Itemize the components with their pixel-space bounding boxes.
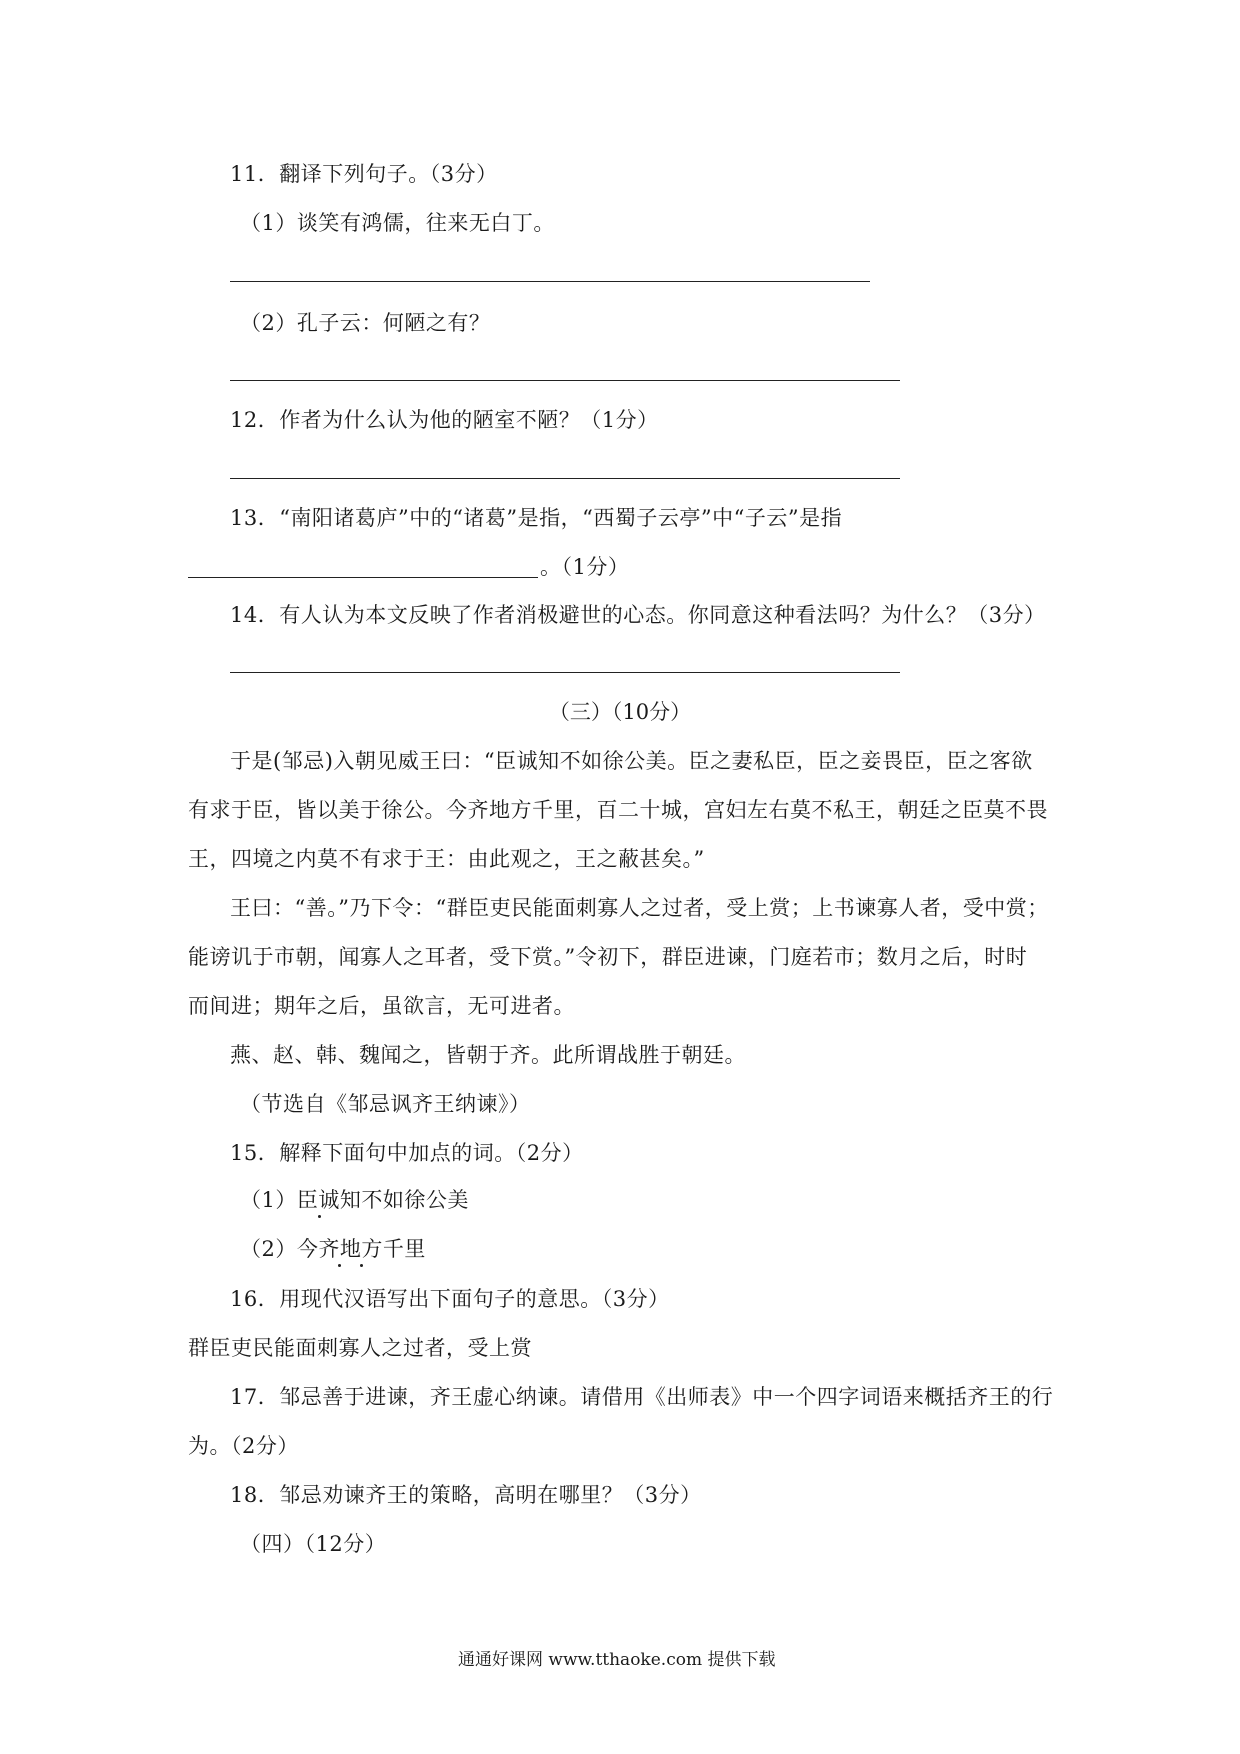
answer-line[interactable] <box>230 281 870 282</box>
q12-stem: 12．作者为什么认为他的陋室不陋？（1分） <box>230 408 659 432</box>
section3-heading: （三）（10分） <box>548 700 692 724</box>
emphasis-dot <box>360 1264 363 1267</box>
q15-sub2: （2）今齐地方千里 <box>240 1237 426 1261</box>
passage-line: 有求于臣，皆以美于徐公。今齐地方千里，百二十城，宫妇左右莫不私王，朝廷之臣莫不畏 <box>188 798 1048 822</box>
emphasis-dot <box>318 1215 321 1218</box>
q13-tail: 。（1分） <box>540 555 630 579</box>
emphasis-dot <box>338 1264 341 1267</box>
q13-stem: 13．“南阳诸葛庐”中的“诸葛”是指，“西蜀子云亭”中“子云”是指 <box>230 506 843 530</box>
answer-line[interactable] <box>188 577 538 578</box>
passage-line: 于是(邹忌)入朝见威王曰：“臣诚知不如徐公美。臣之妻私臣，臣之妾畏臣，臣之客欲 <box>230 749 1033 773</box>
footer-text: 通通好课网 www.tthaoke.com 提供下载 <box>458 1650 776 1670</box>
q14-stem: 14．有人认为本文反映了作者消极避世的心态。你同意这种看法吗？为什么？（3分） <box>230 603 1046 627</box>
answer-line[interactable] <box>230 380 900 381</box>
passage-line: 能谤讥于市朝，闻寡人之耳者，受下赏。”令初下，群臣进谏，门庭若市；数月之后，时时 <box>188 945 1028 969</box>
q17-stem-cont: 为。（2分） <box>188 1434 299 1458</box>
answer-line[interactable] <box>230 672 900 673</box>
q11-sub1: （1）谈笑有鸿儒，往来无白丁。 <box>240 211 555 235</box>
passage-source: （节选自《邹忌讽齐王纳谏》） <box>240 1092 531 1116</box>
q15-sub1: （1）臣诚知不如徐公美 <box>240 1188 469 1212</box>
answer-line[interactable] <box>230 478 900 479</box>
q17-stem: 17．邹忌善于进谏，齐王虚心纳谏。请借用《出师表》中一个四字词语来概括齐王的行 <box>230 1385 1054 1409</box>
q18-stem: 18．邹忌劝谏齐王的策略，高明在哪里？（3分） <box>230 1483 702 1507</box>
passage-line: 而间进；期年之后，虽欲言，无可进者。 <box>188 994 575 1018</box>
passage-line: 燕、赵、韩、魏闻之，皆朝于齐。此所谓战胜于朝廷。 <box>230 1043 746 1067</box>
q16-sentence: 群臣吏民能面刺寡人之过者，受上赏 <box>188 1336 532 1360</box>
passage-line: 王，四境之内莫不有求于王：由此观之，王之蔽甚矣。” <box>188 847 705 871</box>
section4-heading: （四）（12分） <box>240 1532 387 1556</box>
q11-stem: 11．翻译下列句子。（3分） <box>230 162 498 186</box>
passage-line: 王曰：“善。”乃下令：“群臣吏民能面刺寡人之过者，受上赏；上书谏寡人者，受中赏； <box>230 896 1049 920</box>
q16-stem: 16．用现代汉语写出下面句子的意思。（3分） <box>230 1287 670 1311</box>
q11-sub2: （2）孔子云：何陋之有？ <box>240 311 491 335</box>
q15-stem: 15．解释下面句中加点的词。（2分） <box>230 1141 584 1165</box>
